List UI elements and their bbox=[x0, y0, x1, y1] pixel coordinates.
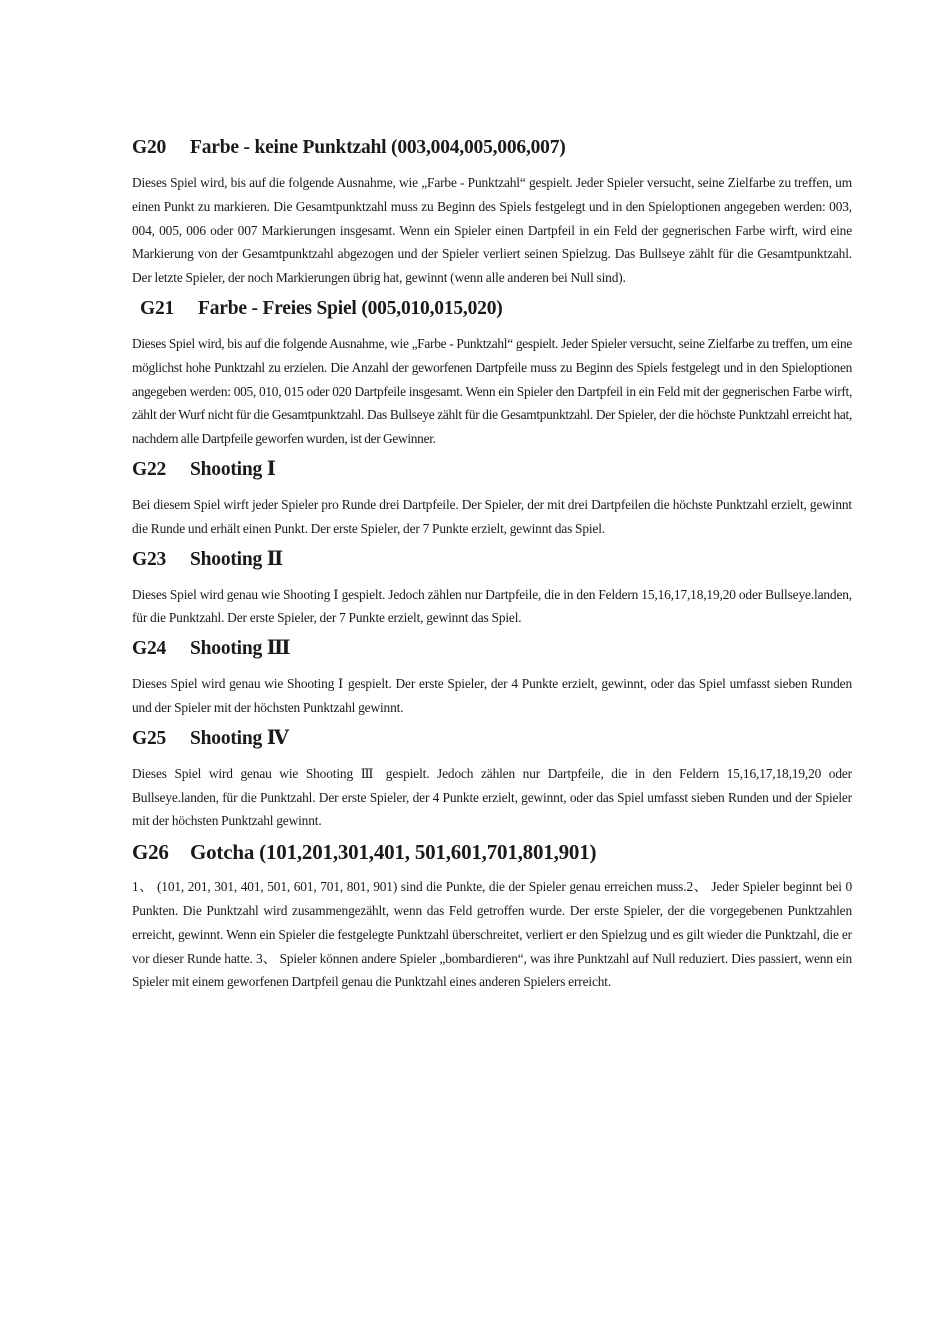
section-code: G21 bbox=[140, 297, 175, 319]
section-text: Dieses Spiel wird genau wie Shooting Ⅲ gespielt. Jedoch zählen nur Dartpfeile, die in den Feldern 15,16,17,18,19,20 oder Bullseye.landen, für die Punktzahl. Der erste Spieler, der 4 Punkte erzielt, gewinnt, oder das Spiel umfasst sieben Runden und der Spieler mit der höchsten Punktzahl gewinnt. bbox=[132, 765, 852, 829]
section-code: G20 bbox=[132, 137, 167, 158]
section-title: Shooting Ⅲ bbox=[190, 638, 291, 660]
section-code: G23 bbox=[132, 548, 167, 570]
section-g21 bbox=[132, 296, 852, 451]
section-heading bbox=[132, 296, 852, 322]
section-g25 bbox=[132, 726, 852, 833]
section-g24 bbox=[132, 636, 852, 720]
section-code: G25 bbox=[132, 727, 167, 749]
section-heading bbox=[132, 547, 852, 573]
section-code: G22 bbox=[132, 458, 167, 480]
section-heading bbox=[132, 636, 852, 662]
section-text: 1、 (101, 201, 301, 401, 501, 601, 701, 801, 901) sind die Punkte, die der Spieler genau erreichen muss.2、 Jeder Spieler beginnt bei 0 Punkten. Die Punktzahl wird zusammengezählt, wenn das Feld getroffen wurde. Der erste Spieler, der die vorgegebenen Punktzahlen erreicht, gewinnt. Wenn ein Spieler die festgelegte Punktzahl überschreitet, verliert er den Spielzug und es gilt wieder die Punktzahl, die er vor dieser Runde hatte. 3、 Spieler können andere Spieler „bombardieren“, was ihre Punktzahl auf Null reduziert. Dies passiert, wenn ein Spieler mit einem geworfenen Dartpfeil genau die Punktzahl eines anderen Spielers erreicht. bbox=[132, 879, 852, 990]
section-g23 bbox=[132, 547, 852, 631]
section-title: Shooting Ⅰ bbox=[190, 458, 276, 480]
section-text: Dieses Spiel wird, bis auf die folgende Ausnahme, wie „Farbe - Punktzahl“ gespielt. Jeder Spieler versucht, seine Zielfarbe zu treffen, um einen Punkt zu markieren. Die Gesamtpunktzahl muss zu Beginn des Spiels festgelegt und in den Spieloptionen angegeben werden: 003, 004, 005, 006 oder 007 Markierungen insgesamt. Wenn ein Spieler einen Dartpfeil in ein Feld der gegnerischen Farbe wirft, wird eine Markierung von der Gesamtpunktzahl abgezogen und der Spieler verliert seinen Spielzug. Das Bullseye zählt für die Gesamtpunktzahl. Der letzte Spieler, der noch Markierungen übrig hat, gewinnt (wenn alle anderen bei Null sind). bbox=[132, 175, 852, 286]
section-code: G24 bbox=[132, 638, 167, 660]
section-title: Shooting Ⅳ bbox=[190, 727, 289, 749]
section-text: Dieses Spiel wird, bis auf die folgende Ausnahme, wie „Farbe - Punktzahl“ gespielt. Jeder Spieler versucht, seine Zielfarbe zu treffen, um eine möglichst hohe Punktzahl zu erzielen. Die Anzahl der geworfenen Dartpfeile muss zu Beginn des Spiels festgelegt und in den Spieloptionen angegeben werden: 005, 010, 015 oder 020 Dartpfeile insgesamt. Wenn ein Spieler den Dartpfeil in ein Feld mit der gegnerischen Farbe wirft, zählt der Wurf nicht für die Gesamtpunktzahl. Das Bullseye zählt für die Gesamtpunktzahl. Der Spieler, der die höchste Punktzahl erreicht hat, nachdem alle Dartpfeile geworfen wurden, ist der Gewinner. bbox=[132, 335, 852, 447]
section-g22 bbox=[132, 457, 852, 541]
section-text: Bei diesem Spiel wirft jeder Spieler pro Runde drei Dartpfeile. Der Spieler, der mit drei Dartpfeilen die höchste Punktzahl erzielt, gewinnt die Runde und erhält einen Punkt. Der erste Spieler, der 7 Punkte erzielt, gewinnt das Spiel. bbox=[132, 496, 852, 536]
section-code: G26 bbox=[132, 840, 169, 865]
section-g26 bbox=[132, 839, 852, 994]
section-heading bbox=[132, 457, 852, 483]
section-title: Shooting Ⅱ bbox=[190, 548, 284, 570]
section-heading bbox=[132, 839, 852, 865]
section-heading bbox=[132, 726, 852, 752]
section-title: Farbe - Freies Spiel (005,010,015,020) bbox=[198, 297, 503, 319]
section-text: Dieses Spiel wird genau wie Shooting Ⅰ gespielt. Jedoch zählen nur Dartpfeile, die in den Feldern 15,16,17,18,19,20 oder Bullseye.landen, für die Punktzahl. Der erste Spieler, der 7 Punkte erzielt, gewinnt das Spiel. bbox=[132, 586, 852, 626]
section-title: Gotcha (101,201,301,401, 501,601,701,801,901) bbox=[190, 840, 597, 865]
section-g20 bbox=[132, 135, 852, 290]
section-heading bbox=[132, 135, 852, 161]
document-page bbox=[132, 135, 852, 1000]
section-text: Dieses Spiel wird genau wie Shooting Ⅰ gespielt. Der erste Spieler, der 4 Punkte erzielt, gewinnt, oder das Spiel umfasst sieben Runden und der Spieler mit der höchsten Punktzahl gewinnt. bbox=[132, 676, 852, 715]
section-title: Farbe - keine Punktzahl (003,004,005,006,007) bbox=[190, 137, 566, 158]
